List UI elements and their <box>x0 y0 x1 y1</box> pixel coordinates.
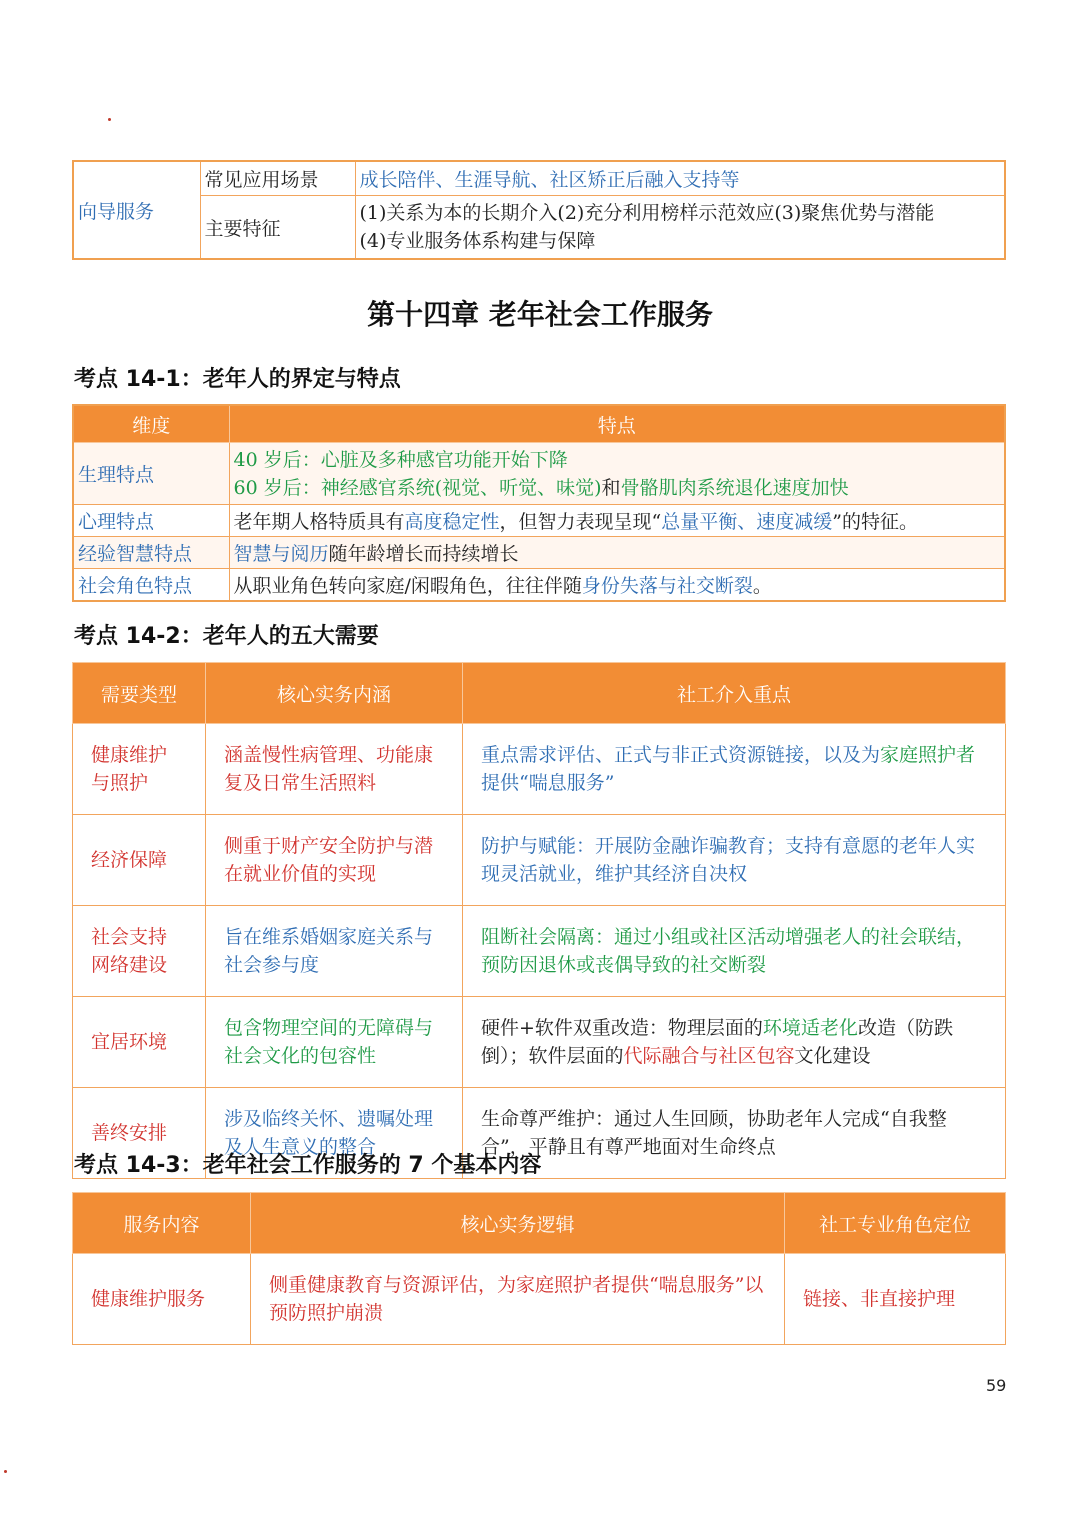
feature-text: 高度稳定性 <box>404 511 500 533</box>
row-label: 常见应用场景 <box>200 161 355 196</box>
feature-text: ”的特征。 <box>832 511 918 533</box>
core-cell: 包含物理空间的无障碍与社会文化的包容性 <box>206 997 463 1088</box>
feature-cell <box>229 537 1005 569</box>
feature-text: 随年龄增长而持续增长 <box>328 543 519 565</box>
need-type-cell: 宜居环境 <box>73 997 206 1088</box>
column-header: 核心实务逻辑 <box>251 1193 785 1254</box>
focus-cell: 生命尊严维护：通过人生回顾，协助老年人完成“自我整合”，平静且有尊严地面对生命终点 <box>463 1088 1006 1179</box>
focus-text: 环境适老化 <box>762 1017 858 1039</box>
core-cell: 侧重于财产安全防护与潜在就业价值的实现 <box>206 815 463 906</box>
focus-cell: 阻断社会隔离：通过小组或社区活动增强老人的社会联结，预防因退休或丧偶导致的社交断裂 <box>463 906 1006 997</box>
core-cell: 旨在维系婚姻家庭关系与社会参与度 <box>206 906 463 997</box>
feature-text: 老年期人格特质具有 <box>233 511 405 533</box>
feature-text: 总量平衡、速度减缓 <box>661 511 833 533</box>
service-content-cell: 健康维护服务 <box>73 1254 251 1345</box>
focus-text: 硬件+软件双重改造：物理层面的 <box>481 1017 763 1039</box>
column-header: 核心实务内涵 <box>206 663 463 724</box>
column-header: 社工介入重点 <box>463 663 1006 724</box>
service-content-table <box>72 1192 1006 1345</box>
feature-cell <box>229 505 1005 537</box>
focus-text: 家庭照护者 <box>880 744 976 766</box>
feature-text: 从职业角色转向家庭/闲暇角色，往往伴随 <box>233 575 582 597</box>
dimension-cell: 心理特点 <box>73 505 229 537</box>
role-cell: 链接、非直接护理 <box>785 1254 1006 1345</box>
guidance-service-table <box>72 160 1006 260</box>
service-category: 向导服务 <box>73 161 200 259</box>
focus-cell: 防护与赋能：开展防金融诈骗教育；支持有意愿的老年人实现灵活就业，维护其经济自决权 <box>463 815 1006 906</box>
column-header: 维度 <box>73 405 229 443</box>
feature-text: 60 岁后：神经感官系统(视觉、听觉、味觉) <box>233 476 602 499</box>
column-header: 特点 <box>229 405 1005 443</box>
feature-text: 智慧与阅历 <box>233 543 329 565</box>
decorative-dot <box>4 1470 7 1473</box>
column-header: 社工专业角色定位 <box>785 1193 1006 1254</box>
section-title: 考点 14-2：老年人的五大需要 <box>74 624 379 649</box>
feature-text: 。 <box>752 575 772 597</box>
feature-text: 骨骼肌肉系统退化速度加快 <box>620 476 849 499</box>
core-cell: 涉及临终关怀、遗嘱处理及人生意义的整合 <box>206 1088 463 1179</box>
core-cell: 涵盖慢性病管理、功能康复及日常生活照料 <box>206 724 463 815</box>
row-label: 主要特征 <box>200 196 355 260</box>
feature-text: 身份失落与社交断裂 <box>581 575 753 597</box>
feature-line: 40 岁后：心脏及多种感官功能开始下降 <box>233 448 568 471</box>
section-title: 考点 14-1：老年人的界定与特点 <box>74 367 401 392</box>
focus-cell <box>463 997 1006 1088</box>
focus-cell <box>463 724 1006 815</box>
logic-cell: 侧重健康教育与资源评估，为家庭照护者提供“喘息服务”以预防照护崩溃 <box>251 1254 785 1345</box>
focus-text: 重点需求评估、正式与非正式资源链接，以及为 <box>481 744 881 766</box>
need-type-cell: 社会支持网络建设 <box>73 906 206 997</box>
focus-text: 提供“喘息服务” <box>481 772 615 794</box>
need-type-cell: 健康维护与照护 <box>73 724 206 815</box>
dimension-cell: 生理特点 <box>73 443 229 505</box>
feature-text: ，但智力表现呈现“ <box>499 511 662 533</box>
feature-line: (1)关系为本的长期介入(2)充分利用榜样示范效应(3)聚焦优势与潜能 <box>359 202 935 224</box>
dimension-cell: 社会角色特点 <box>73 569 229 602</box>
section-title: 考点 14-3：老年社会工作服务的 7 个基本内容 <box>74 1153 542 1178</box>
feature-cell <box>229 569 1005 602</box>
feature-line: (4)专业服务体系构建与保障 <box>359 230 596 252</box>
focus-text: 改造（防跌倒）；软件层面的 <box>481 1017 953 1067</box>
dimension-cell: 经验智慧特点 <box>73 537 229 569</box>
elderly-needs-table <box>72 662 1006 1179</box>
need-type-cell: 经济保障 <box>73 815 206 906</box>
need-type-cell: 善终安排 <box>73 1088 206 1179</box>
column-header: 服务内容 <box>73 1193 251 1254</box>
decorative-dot <box>108 118 111 121</box>
row-value <box>355 196 1005 260</box>
focus-text: 文化建设 <box>794 1045 871 1067</box>
feature-cell <box>229 443 1005 505</box>
focus-text: 代际融合与社区包容 <box>623 1045 795 1067</box>
page-number: 59 <box>986 1376 1007 1395</box>
elderly-characteristics-table <box>72 404 1006 602</box>
chapter-title: 第十四章 老年社会工作服务 <box>367 298 713 331</box>
feature-text: 和 <box>601 476 621 499</box>
row-value: 成长陪伴、生涯导航、社区矫正后融入支持等 <box>355 161 1005 196</box>
column-header: 需要类型 <box>73 663 206 724</box>
